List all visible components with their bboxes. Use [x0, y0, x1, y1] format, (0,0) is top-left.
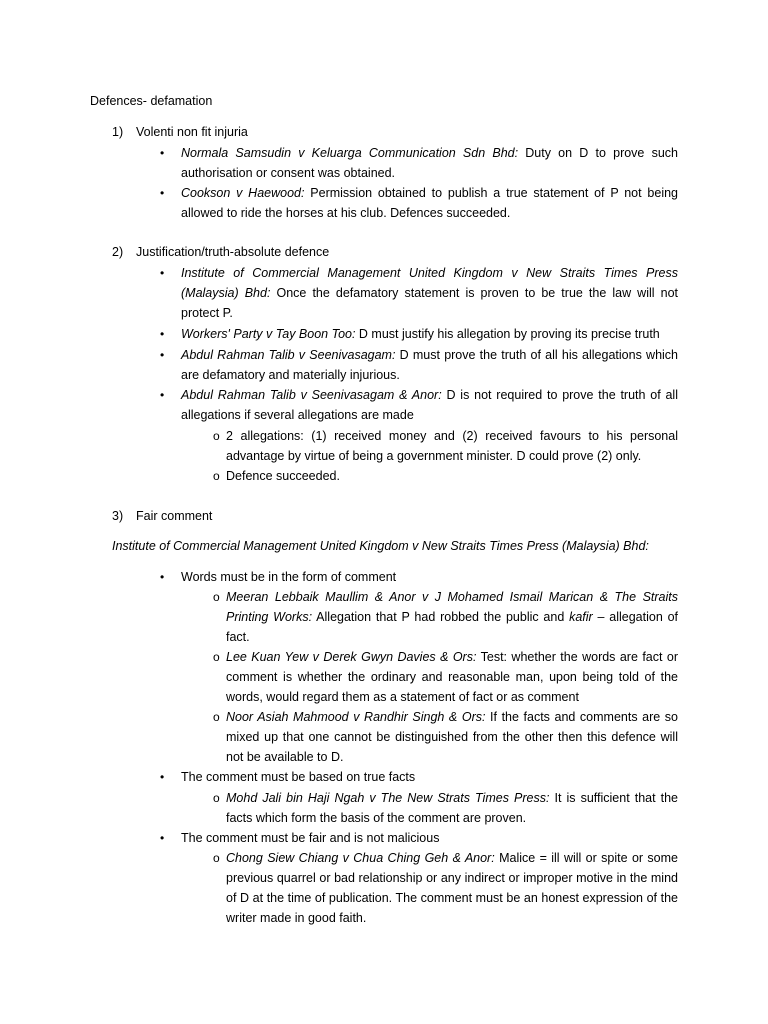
sub-bullet-icon: o	[213, 590, 220, 604]
case-text: – allegation of fact.	[226, 610, 678, 644]
list-item: The comment must be fair and is not malicious	[181, 831, 440, 845]
case-name: Abdul Rahman Talib v Seenivasagam & Anor:	[181, 388, 442, 402]
sub-bullet-icon: o	[213, 710, 220, 724]
section-2-number: 2)	[112, 245, 124, 259]
list-item	[181, 263, 678, 323]
sub-list-item: Defence succeeded.	[226, 469, 340, 483]
sub-list-item	[226, 788, 678, 828]
case-name: Institute of Commercial Management United Kingdom v New Straits Times Press (Malaysia) Bhd:	[181, 266, 678, 300]
section-3-title: Fair comment	[136, 509, 213, 523]
list-item	[181, 143, 678, 183]
case-text: Duty on D to prove such authorisation or consent was obtained.	[181, 146, 678, 180]
case-text: Malice = ill will or spite or some previous quarrel or bad relationship or any indirect or improper motive in the mind of D at the time of publication. The comment must be an honest expression of the writer made in good faith.	[226, 851, 678, 925]
bullet-icon: •	[160, 348, 165, 362]
case-text: Permission obtained to publish a true statement of P not being allowed to ride the horses at his club. Defences succeeded.	[181, 186, 678, 220]
case-name: Mohd Jali bin Haji Ngah v The New Strats Times Press:	[226, 791, 550, 805]
bullet-icon: •	[160, 570, 165, 584]
sub-list-item: 2 allegations: (1) received money and (2) received favours to his personal advantage by virtue of being a government minister. D could prove (2) only.	[226, 429, 678, 463]
section-1-number: 1)	[112, 125, 124, 139]
case-text: If the facts and comments are so mixed up that one cannot be distinguished from the other then this defence will not be available to D.	[226, 710, 679, 764]
sub-bullet-icon: o	[213, 469, 220, 483]
case-text: Test: whether the words are fact or comment is whether the ordinary and reasonable man, upon being told of the words, would regard them as a statement of fact or as comment	[226, 650, 678, 704]
case-name: Meeran Lebbaik Maullim & Anor v J Mohamed Ismail Marican & The Straits Printing Works:	[226, 590, 678, 624]
sub-bullet-icon: o	[213, 650, 220, 664]
case-name: Chong Siew Chiang v Chua Ching Geh & Anor:	[226, 851, 495, 865]
case-name: Cookson v Haewood:	[181, 186, 305, 200]
section-3-number: 3)	[112, 509, 124, 523]
bullet-icon: •	[160, 388, 165, 402]
case-name: Workers' Party v Tay Boon Too:	[181, 327, 356, 341]
bullet-icon: •	[160, 146, 165, 160]
case-heading: Institute of Commercial Management United Kingdom v New Straits Times Press (Malaysia) Bhd:	[112, 539, 649, 553]
case-text: Allegation that P had robbed the public and	[312, 610, 570, 624]
bullet-icon: •	[160, 831, 165, 845]
section-1-title: Volenti non fit injuria	[136, 125, 248, 139]
sub-list-item	[226, 707, 678, 767]
case-name: Abdul Rahman Talib v Seenivasagam:	[181, 348, 396, 362]
sub-bullet-icon: o	[213, 429, 220, 443]
case-text: D is not required to prove the truth of all allegations if several allegations are made	[181, 388, 678, 422]
section-2-title: Justification/truth-absolute defence	[136, 245, 330, 259]
italic-term: kafir	[569, 610, 593, 624]
list-item: The comment must be based on true facts	[181, 770, 416, 784]
bullet-icon: •	[160, 266, 165, 280]
sub-list-item	[226, 647, 678, 707]
case-text: D must justify his allegation by proving its precise truth	[355, 327, 660, 341]
list-item	[181, 345, 678, 385]
sub-list-item	[226, 587, 678, 647]
case-text: D must prove the truth of all his allegations which are defamatory and materially injurious.	[181, 348, 678, 382]
case-name: Noor Asiah Mahmood v Randhir Singh & Ors:	[226, 710, 486, 724]
sub-list-item	[226, 848, 678, 928]
case-name: Lee Kuan Yew v Derek Gwyn Davies & Ors:	[226, 650, 477, 664]
sub-bullet-icon: o	[213, 851, 220, 865]
bullet-icon: •	[160, 327, 165, 341]
list-item	[181, 183, 678, 223]
case-text: Once the defamatory statement is proven to be true the law will not protect P.	[181, 286, 678, 320]
bullet-icon: •	[160, 770, 165, 784]
bullet-icon: •	[160, 186, 165, 200]
list-item	[181, 385, 678, 425]
list-item: Words must be in the form of comment	[181, 570, 397, 584]
case-text: It is sufficient that the facts which form the basis of the comment are proven.	[226, 791, 678, 825]
sub-bullet-icon: o	[213, 791, 220, 805]
document-title: Defences- defamation	[90, 94, 213, 108]
case-name: Normala Samsudin v Keluarga Communication Sdn Bhd:	[181, 146, 519, 160]
list-item	[181, 324, 678, 344]
